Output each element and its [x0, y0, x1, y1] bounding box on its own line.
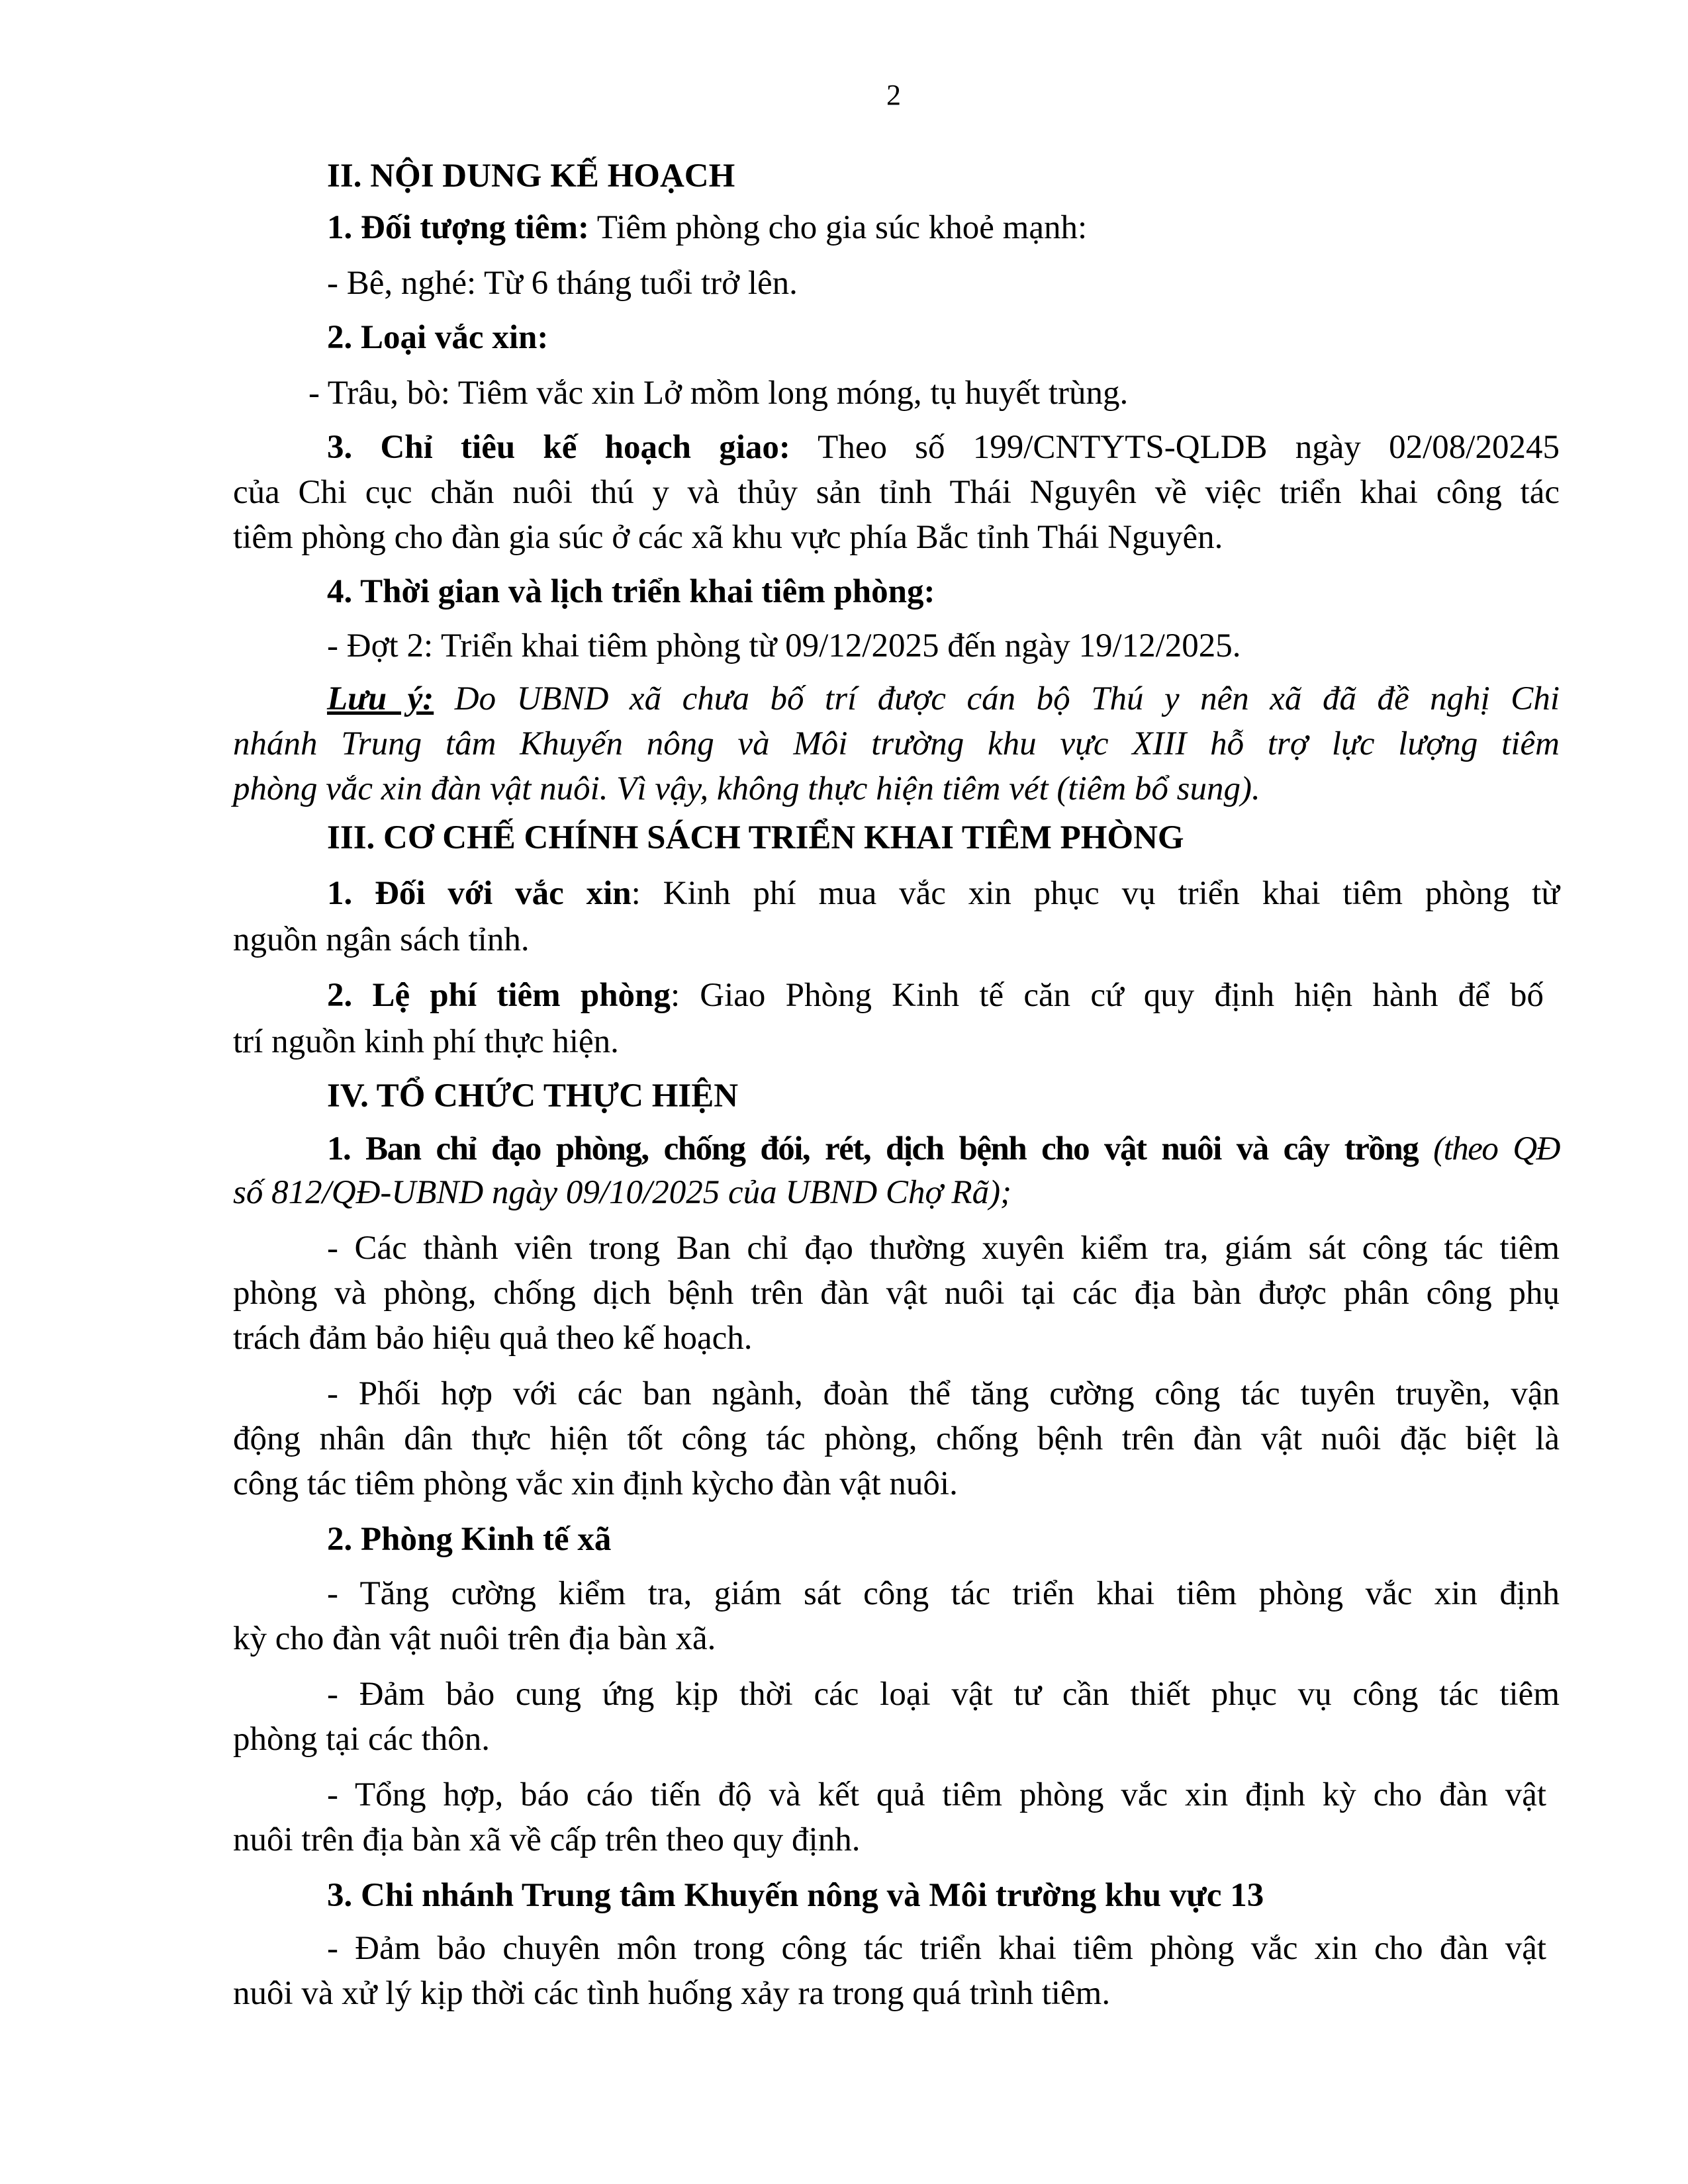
- schedule-label: 4. Thời gian và lịch triển khai tiêm phòng:: [327, 573, 935, 610]
- heading-section-iii: III. CƠ CHẾ CHÍNH SÁCH TRIỂN KHAI TIÊM PHÒNG: [327, 819, 1184, 856]
- fee-line-1: 2. Lệ phí tiêm phòng: Giao Phòng Kinh tế căn cứ quy định hiện hành để bố: [327, 977, 1544, 1014]
- fee-label: 2. Lệ phí tiêm phòng: [327, 977, 671, 1014]
- vaccine-funding-label: 1. Đối với vắc xin: [327, 875, 632, 912]
- page-number: 2: [886, 79, 901, 111]
- fee-line-2: trí nguồn kinh phí thực hiện.: [233, 1023, 619, 1060]
- steering-p2-line-3: công tác tiêm phòng vắc xin định kỳcho đàn vật nuôi.: [233, 1465, 958, 1502]
- economic-p2-line-1: - Đảm bảo cung ứng kịp thời các loại vật tư cần thiết phục vụ công tác tiêm: [327, 1676, 1560, 1713]
- vaccine-funding-line-1: 1. Đối với vắc xin: Kinh phí mua vắc xin phục vụ triển khai tiêm phòng từ: [327, 875, 1560, 912]
- steering-committee-label: 1. Ban chỉ đạo phòng, chống đói, rét, dịch bệnh cho vật nuôi và cây trồng: [327, 1130, 1419, 1167]
- target-subject-line: [327, 208, 1651, 248]
- economic-p1-line-1: - Tăng cường kiểm tra, giám sát công tác triển khai tiêm phòng vắc xin định: [327, 1575, 1560, 1612]
- steering-p1-line-3: trách đảm bảo hiệu quả theo kế hoạch.: [233, 1320, 753, 1357]
- note-label: Lưu ý:: [327, 680, 434, 717]
- economic-office-label: 2. Phòng Kinh tế xã: [327, 1521, 612, 1558]
- plan-target-line-3: tiêm phòng cho đàn gia súc ở các xã khu vực phía Bắc tỉnh Thái Nguyên.: [233, 519, 1223, 556]
- heading-section-ii: II. NỘI DUNG KẾ HOẠCH: [327, 158, 735, 195]
- note-line-2: nhánh Trung tâm Khuyến nông và Môi trường khu vực XIII hỗ trợ lực lượng tiêm: [233, 725, 1560, 762]
- note-line-1: Lưu ý: Do UBND xã chưa bố trí được cán bộ Thú y nên xã đã đề nghị Chi: [327, 680, 1560, 717]
- vaccine-type-item: - Trâu, bò: Tiêm vắc xin Lở mồm long móng, tụ huyết trùng.: [308, 375, 1129, 412]
- plan-target-line-2: của Chi cục chăn nuôi thú y và thủy sản tỉnh Thái Nguyên về việc triển khai công tác: [233, 474, 1560, 511]
- target-subject-label: 1. Đối tượng tiêm:: [327, 209, 589, 246]
- economic-p3-line-1: - Tổng hợp, báo cáo tiến độ và kết quả tiêm phòng vắc xin định kỳ cho đàn vật: [327, 1776, 1546, 1813]
- vaccine-type-label: 2. Loại vắc xin:: [327, 319, 549, 356]
- heading-section-iv: IV. TỔ CHỨC THỰC HIỆN: [327, 1077, 739, 1115]
- steering-committee-line-1: 1. Ban chỉ đạo phòng, chống đói, rét, dịch bệnh cho vật nuôi và cây trồng (theo QĐ: [327, 1130, 1560, 1167]
- economic-p2-line-2: phòng tại các thôn.: [233, 1721, 491, 1758]
- vaccine-funding-line-2: nguồn ngân sách tỉnh.: [233, 921, 530, 958]
- steering-p1-line-1: - Các thành viên trong Ban chỉ đạo thường xuyên kiểm tra, giám sát công tác tiêm: [327, 1230, 1560, 1267]
- extension-center-label: 3. Chi nhánh Trung tâm Khuyến nông và Môi trường khu vực 13: [327, 1877, 1264, 1914]
- schedule-item: - Đợt 2: Triển khai tiêm phòng từ 09/12/2025 đến ngày 19/12/2025.: [327, 627, 1241, 664]
- plan-target-label: 3. Chỉ tiêu kế hoạch giao:: [327, 429, 790, 466]
- target-subject-item: - Bê, nghé: Từ 6 tháng tuổi trở lên.: [327, 265, 798, 302]
- extension-p1-line-1: - Đảm bảo chuyên môn trong công tác triển khai tiêm phòng vắc xin cho đàn vật: [327, 1930, 1546, 1967]
- economic-p1-line-2: kỳ cho đàn vật nuôi trên địa bàn xã.: [233, 1620, 716, 1657]
- steering-p2-line-2: động nhân dân thực hiện tốt công tác phòng, chống bệnh trên đàn vật nuôi đặc biệt là: [233, 1420, 1560, 1457]
- steering-p1-line-2: phòng và phòng, chống dịch bệnh trên đàn vật nuôi tại các địa bàn được phân công phụ: [233, 1275, 1560, 1312]
- note-line-3: phòng vắc xin đàn vật nuôi. Vì vậy, không thực hiện tiêm vét (tiêm bổ sung).: [233, 770, 1260, 807]
- plan-target-line-1: 3. Chỉ tiêu kế hoạch giao: Theo số 199/CNTYTS-QLDB ngày 02/08/20245: [327, 429, 1560, 466]
- steering-p2-line-1: - Phối hợp với các ban ngành, đoàn thể tăng cường công tác tuyên truyền, vận: [327, 1375, 1560, 1412]
- extension-p1-line-2: nuôi và xử lý kịp thời các tình huống xảy ra trong quá trình tiêm.: [233, 1975, 1111, 2012]
- steering-committee-line-2: số 812/QĐ-UBND ngày 09/10/2025 của UBND Chợ Rã);: [233, 1174, 1012, 1211]
- target-subject-text: Tiêm phòng cho gia súc khoẻ mạnh:: [588, 209, 1088, 246]
- economic-p3-line-2: nuôi trên địa bàn xã về cấp trên theo quy định.: [233, 1821, 861, 1858]
